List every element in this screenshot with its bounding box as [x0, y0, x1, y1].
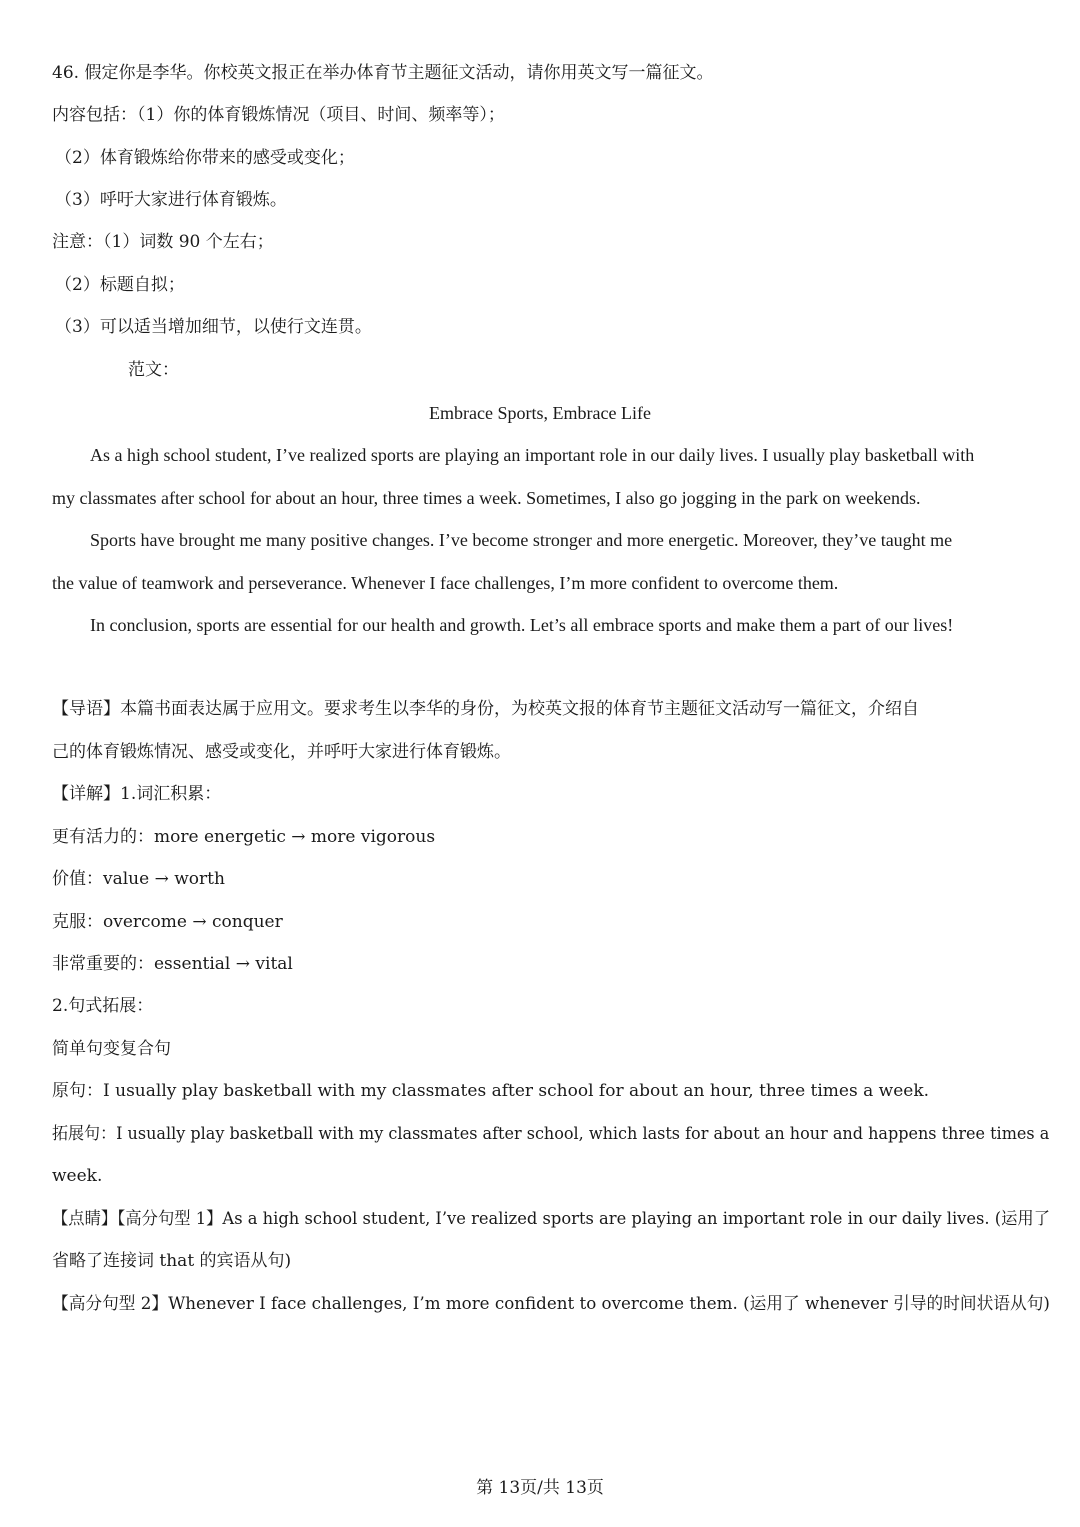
- vocab-item: 更有活力的：more energetic → more vigorous: [52, 827, 436, 847]
- essay-title: Embrace Sports, Embrace Life: [429, 403, 651, 423]
- highlight2: 【高分句型 2】Whenever I face challenges, I’m more confident to overcome them. (运用了 whenever 引导的时间状语从句): [52, 1294, 1050, 1314]
- essay-p2-line1: Sports have brought me many positive changes. I’ve become stronger and more energetic. Moreover, they’ve taught me: [90, 530, 953, 550]
- essay-p3-line1: In conclusion, sports are essential for our health and growth. Let’s all embrace sports and make them a part of our lives!: [90, 615, 954, 635]
- expanded-sentence-line1: 拓展句：I usually play basketball with my classmates after school, which lasts for about an hour and happens three times a: [52, 1124, 1050, 1144]
- content-requirement-2: （2）体育锻炼给你带来的感受或变化；: [55, 148, 355, 168]
- question-title: 46. 假定你是李华。你校英文报正在举办体育节主题征文活动，请你用英文写一篇征文。: [52, 63, 714, 83]
- note-2: （2）标题自拟；: [55, 275, 185, 295]
- expanded-sentence-line2: week.: [52, 1166, 103, 1186]
- vocab-item: 价值：value → worth: [52, 869, 225, 889]
- note-1: 注意：（1）词数 90 个左右；: [52, 232, 274, 252]
- essay-p1-line1: As a high school student, I’ve realized sports are playing an important role in our daily lives. I usually play basketball with: [90, 445, 975, 465]
- note-3: （3）可以适当增加细节，以使行文连贯。: [55, 317, 372, 337]
- highlight1-line2: 省略了连接词 that 的宾语从句): [52, 1251, 292, 1271]
- syntax-heading: 2.句式拓展：: [52, 996, 154, 1016]
- syntax-subheading: 简单句变复合句: [52, 1039, 171, 1059]
- vocab-item: 非常重要的：essential → vital: [52, 954, 293, 974]
- original-sentence: 原句：I usually play basketball with my classmates after school for about an hour, three times a week.: [52, 1081, 930, 1101]
- detail-heading: 【详解】1.词汇积累：: [52, 784, 222, 804]
- essay-p1-line2: my classmates after school for about an hour, three times a week. Sometimes, I also go jogging in the park on weekends.: [52, 488, 921, 508]
- sample-label: 范文：: [128, 360, 179, 380]
- content-requirement-3: （3）呼吁大家进行体育锻炼。: [55, 190, 287, 210]
- guide-line2: 己的体育锻炼情况、感受或变化，并呼吁大家进行体育锻炼。: [52, 742, 511, 762]
- vocab-item: 克服：overcome → conquer: [52, 912, 283, 932]
- essay-p2-line2: the value of teamwork and perseverance. Whenever I face challenges, I’m more confident to overcome them.: [52, 573, 839, 593]
- page-number: 第 13页/共 13页: [476, 1478, 604, 1498]
- content-requirement-1: 内容包括：（1）你的体育锻炼情况（项目、时间、频率等）；: [52, 105, 505, 125]
- guide-line1: 【导语】本篇书面表达属于应用文。要求考生以李华的身份，为校英文报的体育节主题征文活动写一篇征文，介绍自: [52, 699, 919, 719]
- highlight1-line1: 【点睛】【高分句型 1】As a high school student, I’ve realized sports are playing an important role in our daily lives. (运用了: [52, 1209, 1051, 1229]
